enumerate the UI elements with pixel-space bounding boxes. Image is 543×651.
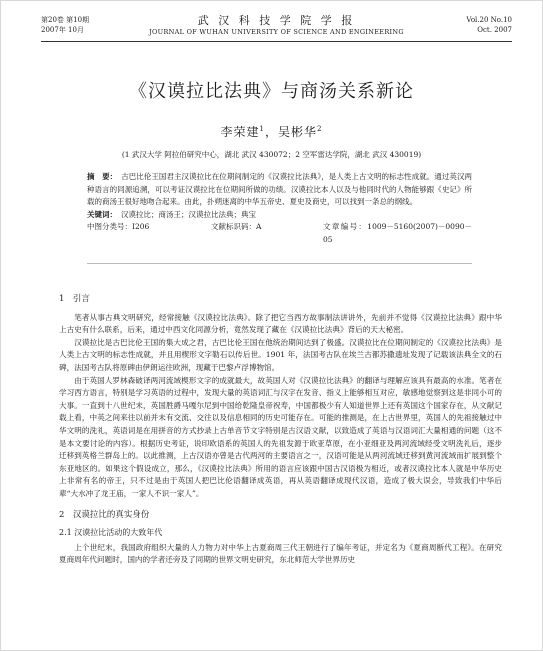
volume-cn: 第20卷 第10期 (41, 16, 90, 24)
affiliation: (1 武汉大学 阿拉伯研究中心，湖北 武汉 430072；2 空军雷达学院，湖北 武汉 430019) (121, 150, 422, 159)
author-2-affil-mark: 2 (317, 125, 323, 133)
date-en: Oct. 2007 (477, 26, 512, 34)
subsection-heading-2-1: 2.1 汉谟拉比活动的大致年代 (59, 528, 163, 538)
paragraph-2: 汉谟拉比是古巴比伦王国的集大成之君，古巴比伦王国在他统治期间达到了极盛。汉谟拉比在位期间制定的《汉谟拉比法典》是人类上古文明的标志性成就，并且用楔形文字勒石以传后世。1901 年，法国考古队在埃兰古都苏撒遗址发现了记载该法典全文的石碑，法国考古队将原碑由伊朗运往欧洲，现藏于巴黎卢浮博物馆。 (59, 337, 502, 372)
section-heading-2: 2 汉谟拉比的真实身份 (59, 509, 150, 520)
header-center (41, 15, 512, 37)
article-number: 文章编号：1009－5160(2007)－0090－05 (323, 222, 472, 244)
journal-header (41, 15, 512, 42)
keywords-label: 关键词： (87, 209, 117, 219)
divider (87, 263, 472, 264)
article-body (59, 293, 502, 567)
keywords (87, 209, 472, 222)
author-1: 李荣建 (220, 125, 260, 139)
paragraph-3: 由于英国人罗林森破译两河流域楔形文字的成就最大，故英国人对《汉谟拉比法典》的翻译与理解应该具有最高的水准。笔者在学习西方语言，特别是学习英语的过程中，发现大量的英语词汇与汉字在发音、指义上能够相互对应，敏感地觉察到这是非同小可的大事。一直到十八世纪末，英国胜爵马嘎尔尼到中国给乾隆皇帝祝寿，中国都极少有人知道世界上还有英国这个国家存在，从文献记载上看，中英之间来往以前并未有交流、交往以及信息相同的历史可能存在。可能的推测是，在上古世界里，英国人的先祖接触过中华文明的洗礼，英语词是在用拼音的方式抄录上古单音节文字特别是古汉语文献，以致造成了英语与汉语词汇大量相通的问题（这不是本文要讨论的内容）。根据历史考证，说印欧语系的英国人的先祖发源于欧亚草原，在小亚细亚及两河流域经受文明洗礼后，逐步迁移到英格兰群岛上的。以此推测，上古汉语亦曾是古代两河的主要语言之一，汉语可能是从两河流域迁移到黄河流域而扩展到整个东亚地区的。如果这个假设成立，那么，《汉谟拉比法典》所用的语言应该跟中国古汉语极为相近，或者汉谟拉比本人就是中华历史上非常有名的帝王，只不过是由于英国人把巴比伦语翻译成英语，再从英语翻译成现代汉语，造成了极大误会，导致我们中华后辈“大水冲了龙王庙，一家人不识一家人”。 (59, 375, 502, 498)
journal-name-cn: 武 汉 科 技 学 院 学 报 (197, 14, 356, 27)
header-right (466, 15, 512, 35)
date-cn: 2007年 10月 (41, 26, 84, 34)
author-1-affil-mark: 1 (259, 125, 265, 133)
abstract-block (87, 171, 473, 244)
keywords-text: 汉谟拉比；商汤王；汉谟拉比法典；典宝 (121, 209, 256, 219)
section-heading-1: 1 引言 (59, 294, 90, 304)
paper-title: 《汉谟拉比法典》与商汤关系新论 (129, 81, 414, 102)
clc-number: 中图分类号：I206 (87, 222, 150, 231)
abstract-text: 古巴比伦王国君主汉谟拉比在位期间制定的《汉谟拉比法典》，是人类上古文明的标志性成就。通过英汉两种语言的同源追溯，可以考证汉谟拉比在位期间所做的功绩。汉谟拉比本人以及与他同时代的人物能够跟《史记》所载的商汤王很好地吻合起来。由此，扑朔迷离的中华五帝史、夏史及商史，可以找到一条总的纲线。 (87, 172, 473, 206)
paragraph-1: 笔者从事古典文明研究，经常接触《汉谟拉比法典》。除了把它当西方故事制法讲讲外，先前并不觉得《汉谟拉比法典》跟中华上古史有什么联系，后来，通过中西文化同源分析，竟然发现了藏在《汉谟拉比法典》背后的天大秘密。 (59, 312, 502, 335)
abstract-label: 摘 要： (87, 172, 118, 181)
abstract (87, 171, 472, 209)
author-2: 吴彬华 (278, 125, 318, 139)
document-code: 文献标识码：A (211, 222, 262, 231)
volume-en: Vol.20 No.10 (466, 16, 512, 24)
journal-name-en: JOURNAL OF WUHAN UNIVERSITY OF SCIENCE AND ENGINEERING (149, 28, 404, 36)
classification-row (87, 221, 472, 244)
paragraph-4: 上个世纪末，我国政府组织大量的人力物力对中华上古夏商周三代王朝进行了编年考证，并定名为《夏商周断代工程》。在研究夏商周年代问题时，国内的学者还旁及了同期的世界文明史研究，东北师范大学世界历史 (59, 542, 502, 565)
author-separator: ， (264, 125, 278, 139)
authors (1, 123, 542, 140)
